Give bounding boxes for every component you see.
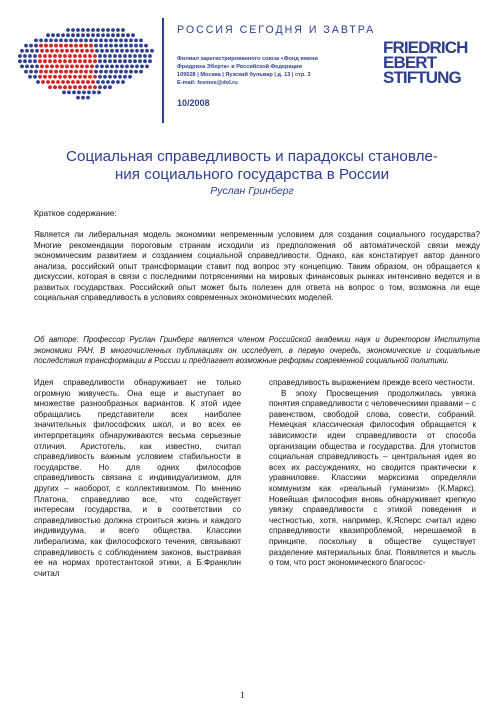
map-dot	[64, 39, 68, 43]
map-dot	[68, 85, 72, 89]
map-dot	[108, 59, 112, 63]
map-dot	[71, 80, 75, 84]
map-dot	[95, 65, 99, 69]
map-dot	[99, 70, 103, 74]
map-dot	[62, 91, 66, 95]
fes-logo-line: FRIEDRICH	[383, 38, 468, 57]
map-dot	[88, 54, 92, 58]
paragraph: Идея справедливости обнаруживает не только огромную живучесть. Она еще и выступает во множестве разнообразных вариантов. К этой идее обращались представители всех наиболее значительных философских школ, и во всех ее интерпретациях обнаруживаются весьма серьезные отличия. Аристотель, как известно, считал справедливость важным условием стабильности в государстве. Но для одних философов справедливость связана с индивидуализмом, для других – наоборот, с коллективизмом. По мнению Платона, справедливо все, что содействует интересам государства, и в соответствии со справедливостью должна строиться жизнь и каждого индивидуума, и всего общества. Классики либерализма, как философского течения, связывают справедливость с соблюдением законов, выстраивая ее на нормах протестантской этики, а Б.Франклин считал	[34, 378, 241, 578]
map-dot	[48, 75, 52, 79]
map-dot	[73, 85, 77, 89]
map-dot	[68, 75, 72, 79]
map-dot	[61, 33, 65, 37]
map-dot	[116, 80, 120, 84]
map-dot	[86, 28, 90, 32]
map-dot	[78, 75, 82, 79]
map-dot	[105, 65, 109, 69]
map-dot	[30, 65, 34, 69]
map-dot	[95, 49, 99, 53]
map-dot	[110, 65, 114, 69]
map-dot	[96, 80, 100, 84]
map-dot	[93, 59, 97, 63]
map-dot	[63, 59, 67, 63]
map-dot	[145, 49, 149, 53]
map-dot	[76, 28, 80, 32]
map-dot	[79, 70, 83, 74]
map-dot	[34, 44, 38, 48]
map-dot	[70, 49, 74, 53]
map-dot	[24, 44, 28, 48]
map-dot	[25, 49, 29, 53]
map-dot	[144, 44, 148, 48]
text-column-left	[34, 378, 241, 579]
map-dot	[69, 70, 73, 74]
map-dot	[140, 65, 144, 69]
map-dot	[88, 59, 92, 63]
map-dot	[74, 44, 78, 48]
map-dot	[36, 80, 40, 84]
map-dot	[70, 65, 74, 69]
map-dot	[103, 85, 107, 89]
map-dot	[111, 28, 115, 32]
map-dot	[94, 39, 98, 43]
map-dot	[118, 54, 122, 58]
map-dot	[43, 75, 47, 79]
fes-logo-line: STIFTUNG	[383, 68, 461, 87]
map-dot	[103, 75, 107, 79]
map-dot	[46, 80, 50, 84]
map-dot	[83, 59, 87, 63]
map-dot	[98, 59, 102, 63]
map-dot	[72, 91, 76, 95]
map-dot	[94, 44, 98, 48]
map-dot	[123, 75, 127, 79]
map-dot	[85, 65, 89, 69]
map-dot	[135, 65, 139, 69]
map-dot	[96, 33, 100, 37]
map-dot	[121, 80, 125, 84]
map-dot	[24, 70, 28, 74]
map-dot	[75, 65, 79, 69]
map-dot	[83, 54, 87, 58]
map-dot	[34, 39, 38, 43]
map-dot	[58, 59, 62, 63]
map-dot	[56, 33, 60, 37]
map-dot	[48, 54, 52, 58]
map-dot	[124, 39, 128, 43]
map-dot	[98, 85, 102, 89]
map-dot	[133, 59, 137, 63]
summary-text: Является ли либеральная модель экономики непременным условием для создания социального государства? Многие рекомендации пороговым странам исходили из предположения об автоматической связи между экономическим развитием и созданием социальной справедливости. Однако, как констатирует автор данного анализа, российский опыт трансформации ставит под вопрос эту концепцию. Таким образом, он обращается к дискуссии, которая в связи с последними потрясениями на мировых финансовых рынках интенсивно ведется и в развитых государствах. Российский опыт может быть полезен для ответа на вопрос о том, возможна ли еще социальная справедливость в условиях современных экономических моделей.	[34, 230, 480, 302]
map-dot	[38, 59, 42, 63]
title-line: ния социального государства в России	[114, 166, 390, 183]
contact-line: Филиал зарегистрированного союза «Фонд имени	[177, 56, 318, 62]
map-dot	[128, 75, 132, 79]
map-dot	[60, 49, 64, 53]
map-dot	[81, 28, 85, 32]
map-dot	[65, 65, 69, 69]
map-dot	[58, 85, 62, 89]
map-dot	[60, 65, 64, 69]
map-dot	[54, 70, 58, 74]
map-dot	[91, 28, 95, 32]
map-dot	[73, 75, 77, 79]
map-dot	[111, 80, 115, 84]
article-title	[20, 148, 484, 184]
contact-line: 109028 | Москва | Яузский бульвар | д. 13 | стр. 3	[177, 72, 311, 78]
map-dot	[29, 44, 33, 48]
map-dot	[89, 70, 93, 74]
article-author: Руслан Гринберг	[210, 185, 294, 197]
map-dot	[148, 59, 152, 63]
map-dot	[115, 49, 119, 53]
map-dot	[129, 39, 133, 43]
map-dot	[118, 59, 122, 63]
map-dot	[39, 44, 43, 48]
map-dot	[33, 75, 37, 79]
map-dot	[63, 75, 67, 79]
map-dot	[44, 39, 48, 43]
map-dot	[104, 44, 108, 48]
map-dot	[106, 28, 110, 32]
map-dot	[28, 75, 32, 79]
map-dot	[29, 70, 33, 74]
map-dot	[119, 44, 123, 48]
map-dot	[82, 91, 86, 95]
map-dot	[108, 54, 112, 58]
map-dot	[93, 54, 97, 58]
map-dot	[85, 49, 89, 53]
map-dot	[84, 39, 88, 43]
map-dot	[79, 39, 83, 43]
map-dot	[18, 54, 22, 58]
map-dot	[49, 39, 53, 43]
map-dot	[68, 54, 72, 58]
map-dot	[108, 85, 112, 89]
map-dot	[38, 54, 42, 58]
map-dot	[23, 54, 27, 58]
map-dot	[51, 80, 55, 84]
fes-logo-line: EBERT	[383, 53, 437, 72]
map-dot	[114, 44, 118, 48]
map-dot	[101, 28, 105, 32]
map-dot	[150, 49, 154, 53]
map-dot	[90, 49, 94, 53]
map-dot	[80, 49, 84, 53]
map-dot	[71, 33, 75, 37]
map-dot	[90, 65, 94, 69]
contact-line: Фридриха Эберта» в Российской Федерации	[177, 64, 302, 70]
map-dot	[44, 70, 48, 74]
map-dot	[143, 59, 147, 63]
contact-email[interactable]: E-mail: fesmos@dol.ru	[177, 80, 238, 86]
map-dot	[33, 54, 37, 58]
map-dot	[140, 49, 144, 53]
map-dot	[59, 70, 63, 74]
map-dot	[109, 44, 113, 48]
map-dot	[134, 44, 138, 48]
map-dot	[53, 85, 57, 89]
map-dot	[87, 91, 91, 95]
map-dot	[53, 59, 57, 63]
map-dot	[98, 54, 102, 58]
map-dot	[63, 85, 67, 89]
map-dot	[48, 85, 52, 89]
map-dot	[119, 70, 123, 74]
map-dot	[123, 59, 127, 63]
map-dot	[58, 54, 62, 58]
map-dot	[28, 54, 32, 58]
map-dot	[124, 70, 128, 74]
map-dot	[58, 75, 62, 79]
map-dot	[103, 54, 107, 58]
map-dot	[64, 44, 68, 48]
map-dot	[38, 75, 42, 79]
map-dot	[129, 44, 133, 48]
map-dot	[101, 80, 105, 84]
map-dot	[43, 54, 47, 58]
map-dot	[104, 39, 108, 43]
map-dot	[76, 96, 80, 100]
map-dot	[66, 28, 70, 32]
map-dot	[64, 70, 68, 74]
map-dot	[138, 59, 142, 63]
map-dot	[54, 39, 58, 43]
map-dot	[123, 54, 127, 58]
map-dot	[118, 75, 122, 79]
map-dot	[69, 39, 73, 43]
map-dot	[75, 49, 79, 53]
map-dot	[45, 65, 49, 69]
map-dot	[99, 39, 103, 43]
page-number: 1	[240, 690, 245, 700]
map-dot	[25, 65, 29, 69]
header-divider	[162, 18, 164, 123]
map-dot	[74, 39, 78, 43]
map-dot	[81, 96, 85, 100]
map-dot	[74, 70, 78, 74]
map-dot	[63, 54, 67, 58]
map-dot	[116, 28, 120, 32]
map-dot	[96, 28, 100, 32]
map-dot	[50, 49, 54, 53]
text-column-right	[269, 378, 476, 569]
map-dot	[73, 59, 77, 63]
map-dot	[130, 49, 134, 53]
map-dot	[83, 85, 87, 89]
map-dot	[139, 44, 143, 48]
map-dot	[120, 49, 124, 53]
map-dot	[61, 80, 65, 84]
map-dot	[105, 49, 109, 53]
map-dot	[53, 75, 57, 79]
map-dot	[41, 80, 45, 84]
map-dot	[71, 28, 75, 32]
map-dot	[76, 33, 80, 37]
map-dot	[66, 80, 70, 84]
map-dot	[139, 39, 143, 43]
map-dot	[23, 59, 27, 63]
map-dot	[73, 54, 77, 58]
map-dot	[135, 49, 139, 53]
map-dot	[83, 75, 87, 79]
russia-map-logo	[8, 16, 158, 108]
map-dot	[133, 54, 137, 58]
map-dot	[39, 70, 43, 74]
map-dot	[86, 33, 90, 37]
map-dot	[106, 33, 110, 37]
map-dot	[34, 70, 38, 74]
map-dot	[104, 70, 108, 74]
map-dot	[45, 49, 49, 53]
map-dot	[120, 65, 124, 69]
map-dot	[97, 91, 101, 95]
map-dot	[121, 28, 125, 32]
map-dot	[108, 75, 112, 79]
map-dot	[76, 80, 80, 84]
map-dot	[125, 65, 129, 69]
map-dot	[130, 65, 134, 69]
map-dot	[143, 54, 147, 58]
map-dot	[59, 39, 63, 43]
map-dot	[40, 49, 44, 53]
map-dot	[50, 65, 54, 69]
summary-label: Краткое содержание:	[34, 208, 117, 218]
map-dot	[93, 85, 97, 89]
map-dot	[100, 49, 104, 53]
map-dot	[100, 65, 104, 69]
map-dot	[99, 44, 103, 48]
map-dot	[43, 59, 47, 63]
map-dot	[119, 39, 123, 43]
map-dot	[68, 59, 72, 63]
map-dot	[98, 75, 102, 79]
map-dot	[134, 70, 138, 74]
map-dot	[134, 39, 138, 43]
map-dot	[86, 80, 90, 84]
map-dot	[53, 54, 57, 58]
map-dot	[55, 49, 59, 53]
map-dot	[28, 59, 32, 63]
map-dot	[65, 49, 69, 53]
map-dot	[81, 33, 85, 37]
map-dot	[114, 70, 118, 74]
map-dot	[109, 70, 113, 74]
map-dot	[40, 65, 44, 69]
map-dot	[91, 80, 95, 84]
map-dot	[110, 49, 114, 53]
map-dot	[131, 33, 135, 37]
map-dot	[78, 59, 82, 63]
paragraph: справедливость выражением прежде всего честности.	[269, 378, 475, 387]
map-dot	[125, 49, 129, 53]
map-dot	[44, 44, 48, 48]
map-dot	[129, 70, 133, 74]
map-dot	[78, 54, 82, 58]
map-dot	[88, 85, 92, 89]
map-dot	[138, 54, 142, 58]
map-dot	[81, 80, 85, 84]
map-dot	[124, 44, 128, 48]
map-dot	[35, 65, 39, 69]
map-dot	[109, 39, 113, 43]
map-dot	[92, 91, 96, 95]
map-dot	[79, 44, 83, 48]
map-dot	[94, 70, 98, 74]
map-dot	[39, 39, 43, 43]
map-dot	[30, 49, 34, 53]
map-dot	[49, 44, 53, 48]
map-dot	[46, 33, 50, 37]
map-dot	[103, 59, 107, 63]
map-dot	[128, 54, 132, 58]
map-dot	[56, 80, 60, 84]
map-dot	[89, 39, 93, 43]
map-dot	[128, 59, 132, 63]
map-dot	[77, 91, 81, 95]
map-dot	[33, 59, 37, 63]
map-dot	[115, 65, 119, 69]
map-dot	[126, 33, 130, 37]
map-dot	[139, 70, 143, 74]
map-dot	[20, 49, 24, 53]
map-dot	[20, 65, 24, 69]
fes-logo	[383, 40, 501, 85]
map-dot	[89, 44, 93, 48]
map-dot	[66, 33, 70, 37]
map-dot	[35, 49, 39, 53]
map-dot	[91, 33, 95, 37]
map-dot	[55, 65, 59, 69]
map-dot	[106, 80, 110, 84]
map-dot	[101, 33, 105, 37]
map-dot	[78, 85, 82, 89]
map-dot	[67, 91, 71, 95]
about-author: Об авторе: Профессор Руслан Гринберг является членом Российской академии наук и директором Института экономики РАН. В многочисленных публикациях он исследует, в первую очередь, экономические и социальные последствия трансформации в России и предлагает возможные реформы современной социальной политики.	[34, 335, 480, 366]
map-dot	[49, 70, 53, 74]
series-title: РОССИЯ СЕГОДНЯ И ЗАВТРА	[177, 24, 376, 36]
map-dot	[145, 65, 149, 69]
map-dot	[121, 33, 125, 37]
map-dot	[54, 44, 58, 48]
map-dot	[51, 33, 55, 37]
issue-number: 10/2008	[177, 98, 210, 108]
map-dot	[148, 54, 152, 58]
map-dot	[111, 33, 115, 37]
map-dot	[84, 44, 88, 48]
map-dot	[48, 59, 52, 63]
map-dot	[86, 96, 90, 100]
title-line: Социальная справедливость и парадоксы становле-	[66, 148, 438, 165]
map-dot	[80, 65, 84, 69]
map-dot	[113, 75, 117, 79]
paragraph: В эпоху Просвещения продолжилась увязка понятия справедливости с человеческими правами – с равенством, свободой слова, совести, собраний. Немецкая классическая философия обращается к зависимости идеи справедливости от способа организации общества и государства. Для утопистов социальная справедливость – центральная идея во всех их рассуждениях, но сводится практически к уравниловке. Классики марксизма определяли коммунизм как «реальный гуманизм» (К.Маркс). Новейшая философия вновь обнаруживает крепкую увязку справедливости с этикой поведения и честностью, хотя, например, К.Ясперс считал идею справедливости квазипроблемой, нерешаемой в принципе, поскольку в обществе существует разделение материальных благ. Появляется и мысль о том, что рост экономического благосос-	[269, 388, 476, 568]
map-dot	[93, 75, 97, 79]
map-dot	[113, 54, 117, 58]
map-dot	[69, 44, 73, 48]
map-dot	[116, 33, 120, 37]
map-dot	[18, 59, 22, 63]
map-dot	[84, 70, 88, 74]
map-dot	[59, 44, 63, 48]
map-dot	[114, 39, 118, 43]
map-dot	[88, 75, 92, 79]
map-dot	[113, 59, 117, 63]
